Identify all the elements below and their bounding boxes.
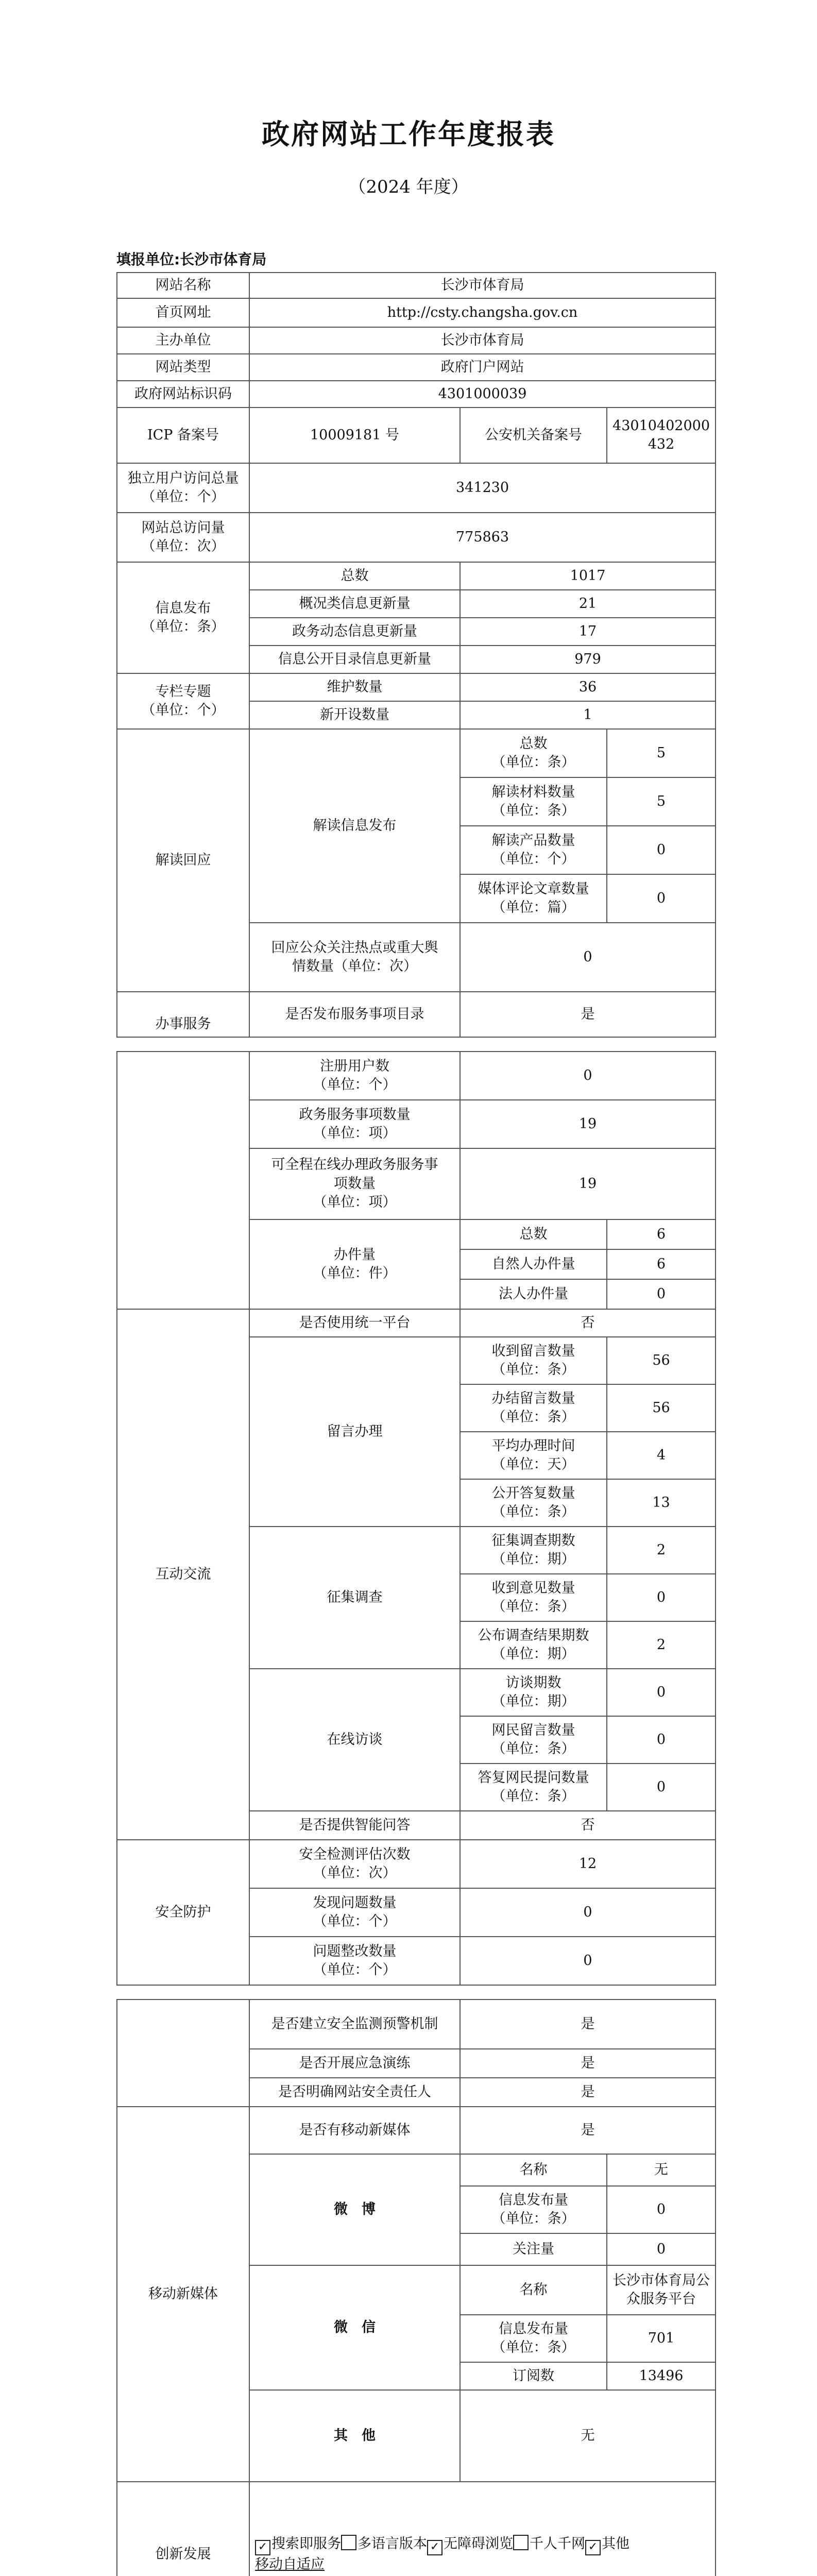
checkbox-checked-icon: ✓ bbox=[585, 2540, 601, 2555]
table-row bbox=[117, 1052, 716, 1100]
label-monitor: 是否建立安全监测预警机制 bbox=[249, 1999, 460, 2049]
option-multilingual: 多语言版本 bbox=[341, 2536, 427, 2552]
label-survey-periods: 征集调查期数 （单位：期） bbox=[460, 1527, 607, 1574]
table-row bbox=[117, 463, 716, 513]
value-survey-periods: 2 bbox=[607, 1527, 716, 1574]
value-smart-qa: 否 bbox=[460, 1811, 716, 1840]
label-interview: 在线访谈 bbox=[249, 1669, 460, 1811]
value-survey-results: 2 bbox=[607, 1621, 716, 1669]
label-handled-total: 总数 bbox=[460, 1219, 607, 1249]
value-overview-upd: 21 bbox=[460, 590, 716, 618]
checkbox-unchecked-icon bbox=[341, 2535, 356, 2550]
label-home-url: 首页网址 bbox=[117, 298, 249, 327]
label-survey-results: 公布调查结果期数 （单位：期） bbox=[460, 1621, 607, 1669]
label-interp-total: 总数 （单位：条） bbox=[460, 729, 607, 777]
value-visitors: 341230 bbox=[249, 463, 716, 513]
option-other: ✓ 其他 bbox=[585, 2536, 629, 2552]
label-wechat-posts: 信息发布量 （单位：条） bbox=[460, 2315, 607, 2362]
table-gap bbox=[117, 1985, 716, 1999]
label-interaction: 互动交流 bbox=[117, 1309, 249, 1840]
label-legal-person: 法人办件量 bbox=[460, 1279, 607, 1309]
label-security: 安全防护 bbox=[117, 1840, 249, 1985]
label-fixed-issues: 问题整改数量 （单位：个） bbox=[249, 1937, 460, 1985]
innovation-options bbox=[249, 2482, 716, 2576]
value-avg-time: 4 bbox=[607, 1432, 716, 1479]
value-public-replies: 13 bbox=[607, 1479, 716, 1527]
value-visits: 775863 bbox=[249, 513, 716, 562]
table-row bbox=[117, 408, 716, 463]
table-row bbox=[117, 1309, 716, 1337]
filing-unit: 填报单位:长沙市体育局 bbox=[116, 251, 267, 268]
label-interpret-pub: 解读信息发布 bbox=[249, 729, 460, 923]
label-weibo-followers: 关注量 bbox=[460, 2233, 607, 2265]
label-wechat-name: 名称 bbox=[460, 2265, 607, 2315]
table-row bbox=[117, 381, 716, 408]
value-has-mobile: 是 bbox=[460, 2107, 716, 2154]
label-unified-platform: 是否使用统一平台 bbox=[249, 1309, 460, 1337]
checkbox-checked-icon: ✓ bbox=[427, 2540, 442, 2555]
label-interview-periods: 访谈期数 （单位：期） bbox=[460, 1669, 607, 1716]
value-wechat-posts: 701 bbox=[607, 2315, 716, 2362]
label-service: 办事服务 bbox=[117, 992, 249, 1037]
label-service-items: 政务服务事项数量 （单位：项） bbox=[249, 1100, 460, 1148]
label-done-msgs: 办结留言数量 （单位：条） bbox=[460, 1384, 607, 1432]
label-has-mobile: 是否有移动新媒体 bbox=[249, 2107, 460, 2154]
innovation-other-text: 移动自适应 bbox=[255, 2556, 325, 2572]
table-gap bbox=[117, 1037, 716, 1052]
table-row bbox=[117, 1999, 716, 2049]
table-row bbox=[117, 354, 716, 381]
value-fixed-issues: 0 bbox=[460, 1937, 716, 1985]
table-row bbox=[117, 562, 716, 590]
label-interp-product: 解读产品数量 （单位：个） bbox=[460, 826, 607, 874]
checkbox-checked-icon: ✓ bbox=[255, 2540, 270, 2555]
option-search-service: ✓ 搜索即服务 bbox=[255, 2536, 341, 2552]
value-done-msgs: 56 bbox=[607, 1384, 716, 1432]
value-police: 43010402000432 bbox=[607, 408, 716, 463]
value-interp-total: 5 bbox=[607, 729, 716, 777]
label-interpret: 解读回应 bbox=[117, 729, 249, 992]
value-reg-users: 0 bbox=[460, 1052, 716, 1100]
value-interp-material: 5 bbox=[607, 777, 716, 826]
value-drills: 是 bbox=[460, 2049, 716, 2078]
table-row bbox=[117, 992, 716, 1037]
table-row bbox=[117, 327, 716, 354]
label-site-id: 政府网站标识码 bbox=[117, 381, 249, 408]
label-hotspot: 回应公众关注热点或重大舆情数量（单位：次） bbox=[249, 923, 460, 992]
value-site-type: 政府门户网站 bbox=[249, 354, 716, 381]
label-handled: 办件量 （单位：件） bbox=[249, 1219, 460, 1309]
label-disclosure-upd: 信息公开目录信息更新量 bbox=[249, 646, 460, 673]
value-weibo-posts: 0 bbox=[607, 2186, 716, 2233]
label-online-items: 可全程在线办理政务服务事项数量 （单位：项） bbox=[249, 1148, 460, 1219]
label-smart-qa: 是否提供智能问答 bbox=[249, 1811, 460, 1840]
label-service-catalog: 是否发布服务事项目录 bbox=[249, 992, 460, 1037]
label-info-pub: 信息发布 （单位：条） bbox=[117, 562, 249, 673]
service-continuation bbox=[117, 1052, 249, 1309]
checkbox-unchecked-icon bbox=[513, 2535, 529, 2550]
label-natural-person: 自然人办件量 bbox=[460, 1249, 607, 1279]
label-column: 专栏专题 （单位：个） bbox=[117, 673, 249, 729]
value-security-tests: 12 bbox=[460, 1840, 716, 1888]
value-other: 无 bbox=[460, 2390, 716, 2482]
value-found-issues: 0 bbox=[460, 1888, 716, 1937]
label-answered: 答复网民提问数量 （单位：条） bbox=[460, 1764, 607, 1811]
value-unified-platform: 否 bbox=[460, 1309, 716, 1337]
value-disclosure-upd: 979 bbox=[460, 646, 716, 673]
value-wechat-subscribers: 13496 bbox=[607, 2362, 716, 2390]
value-new-cols: 1 bbox=[460, 701, 716, 729]
value-legal-person: 0 bbox=[607, 1279, 716, 1309]
label-mobile: 移动新媒体 bbox=[117, 2107, 249, 2482]
value-maintain: 36 bbox=[460, 673, 716, 701]
table-row bbox=[117, 273, 716, 298]
report-title: 政府网站工作年度报表 bbox=[262, 118, 555, 150]
value-gov-upd: 17 bbox=[460, 618, 716, 646]
value-weibo-followers: 0 bbox=[607, 2233, 716, 2265]
label-message: 留言办理 bbox=[249, 1337, 460, 1527]
value-interview-periods: 0 bbox=[607, 1669, 716, 1716]
value-hotspot: 0 bbox=[460, 923, 716, 992]
label-wechat-subscribers: 订阅数 bbox=[460, 2362, 607, 2390]
value-online-items: 19 bbox=[460, 1148, 716, 1219]
value-home-url: http://csty.changsha.gov.cn bbox=[249, 298, 716, 327]
label-drills: 是否开展应急演练 bbox=[249, 2049, 460, 2078]
option-personalized: 千人千网 bbox=[513, 2536, 585, 2552]
value-received-msgs: 56 bbox=[607, 1337, 716, 1384]
label-police: 公安机关备案号 bbox=[460, 408, 607, 463]
value-service-catalog: 是 bbox=[460, 992, 716, 1037]
report-table bbox=[116, 272, 716, 2576]
value-handled-total: 6 bbox=[607, 1219, 716, 1249]
label-media-comment: 媒体评论文章数量 （单位：篇） bbox=[460, 874, 607, 923]
table-row bbox=[117, 729, 716, 777]
value-natural-person: 6 bbox=[607, 1249, 716, 1279]
label-info-total: 总数 bbox=[249, 562, 460, 590]
label-received-msgs: 收到留言数量 （单位：条） bbox=[460, 1337, 607, 1384]
label-sponsor: 主办单位 bbox=[117, 327, 249, 354]
label-security-tests: 安全检测评估次数 （单位：次） bbox=[249, 1840, 460, 1888]
report-year: （2024 年度） bbox=[348, 177, 469, 197]
label-site-type: 网站类型 bbox=[117, 354, 249, 381]
label-citizen-msgs: 网民留言数量 （单位：条） bbox=[460, 1716, 607, 1764]
option-accessibility: ✓ 无障碍浏览 bbox=[427, 2536, 513, 2552]
label-visitors: 独立用户访问总量 （单位：个） bbox=[117, 463, 249, 513]
value-weibo-name: 无 bbox=[607, 2154, 716, 2186]
label-icp: ICP 备案号 bbox=[117, 408, 249, 463]
label-new-cols: 新开设数量 bbox=[249, 701, 460, 729]
label-weibo: 微 博 bbox=[249, 2154, 460, 2265]
table-row bbox=[117, 1840, 716, 1888]
label-innovation: 创新发展 bbox=[117, 2482, 249, 2576]
value-info-total: 1017 bbox=[460, 562, 716, 590]
value-citizen-msgs: 0 bbox=[607, 1716, 716, 1764]
value-site-name: 长沙市体育局 bbox=[249, 273, 716, 298]
label-overview-upd: 概况类信息更新量 bbox=[249, 590, 460, 618]
label-survey: 征集调查 bbox=[249, 1527, 460, 1669]
label-other: 其 他 bbox=[249, 2390, 460, 2482]
label-public-replies: 公开答复数量 （单位：条） bbox=[460, 1479, 607, 1527]
value-responsible: 是 bbox=[460, 2078, 716, 2107]
security-continuation bbox=[117, 1999, 249, 2107]
label-found-issues: 发现问题数量 （单位：个） bbox=[249, 1888, 460, 1937]
value-icp: 10009181 号 bbox=[249, 408, 460, 463]
table-row bbox=[117, 673, 716, 701]
label-visits: 网站总访问量 （单位：次） bbox=[117, 513, 249, 562]
label-avg-time: 平均办理时间 （单位：天） bbox=[460, 1432, 607, 1479]
value-interp-product: 0 bbox=[607, 826, 716, 874]
value-monitor: 是 bbox=[460, 1999, 716, 2049]
value-wechat-name: 长沙市体育局公众服务平台 bbox=[607, 2265, 716, 2315]
label-responsible: 是否明确网站安全责任人 bbox=[249, 2078, 460, 2107]
label-maintain: 维护数量 bbox=[249, 673, 460, 701]
label-weibo-posts: 信息发布量 （单位：条） bbox=[460, 2186, 607, 2233]
label-interp-material: 解读材料数量 （单位：条） bbox=[460, 777, 607, 826]
value-opinions: 0 bbox=[607, 1574, 716, 1621]
value-media-comment: 0 bbox=[607, 874, 716, 923]
table-row bbox=[117, 513, 716, 562]
value-site-id: 4301000039 bbox=[249, 381, 716, 408]
table-row bbox=[117, 2107, 716, 2154]
value-sponsor: 长沙市体育局 bbox=[249, 327, 716, 354]
label-reg-users: 注册用户数 （单位：个） bbox=[249, 1052, 460, 1100]
table-row bbox=[117, 2482, 716, 2576]
label-opinions: 收到意见数量 （单位：条） bbox=[460, 1574, 607, 1621]
label-wechat: 微 信 bbox=[249, 2265, 460, 2390]
table-row bbox=[117, 298, 716, 327]
label-gov-upd: 政务动态信息更新量 bbox=[249, 618, 460, 646]
label-weibo-name: 名称 bbox=[460, 2154, 607, 2186]
value-answered: 0 bbox=[607, 1764, 716, 1811]
value-service-items: 19 bbox=[460, 1100, 716, 1148]
label-site-name: 网站名称 bbox=[117, 273, 249, 298]
